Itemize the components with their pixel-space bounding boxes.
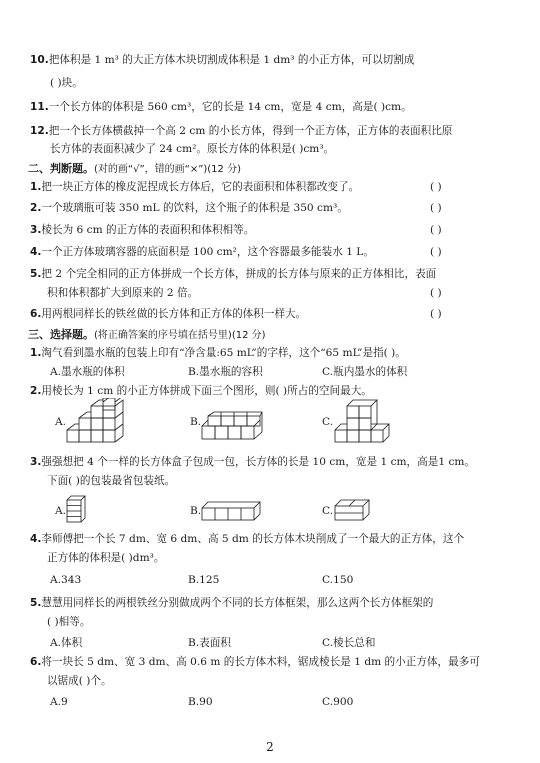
- question-12-cont: [50, 143, 334, 156]
- cube-figure-a: [65, 398, 127, 446]
- page-number: 2: [266, 740, 274, 754]
- judge-item-2: [30, 202, 348, 215]
- option-a[interactable]: A.9: [50, 696, 68, 708]
- option-b[interactable]: B.表面积: [188, 637, 231, 649]
- question-number: 3.: [30, 456, 42, 468]
- section-2-heading: [28, 162, 241, 176]
- question-number: 1.: [30, 347, 42, 359]
- answer-paren[interactable]: ( ): [430, 181, 442, 193]
- option-c[interactable]: C.900: [322, 696, 354, 708]
- question-text: 以锯成( )个。: [47, 675, 112, 687]
- option-b[interactable]: B.90: [188, 696, 213, 708]
- cube-figure-c: [333, 394, 395, 446]
- package-figure-b: [200, 500, 262, 522]
- option-b[interactable]: B.: [190, 416, 202, 428]
- choice-question-3: [30, 456, 475, 469]
- question-text: 李师傅把一个长 7 dm、宽 6 dm、高 5 dm 的长方体木块削成了一个最大的正方体，这个: [41, 533, 465, 545]
- question-number: 4.: [30, 246, 42, 258]
- option-c[interactable]: C.棱长总和: [322, 637, 376, 649]
- option-c[interactable]: C.: [322, 505, 334, 517]
- choice-question-5-cont: [47, 616, 90, 629]
- option-c[interactable]: C.瓶内墨水的体积: [322, 366, 408, 378]
- choice-question-4-cont: [47, 552, 164, 565]
- judge-item-1: [30, 181, 359, 194]
- question-number: 1.: [30, 181, 42, 193]
- package-figure-a: [65, 494, 87, 524]
- question-text: 正方体的体积是( )dm³。: [47, 552, 165, 564]
- question-text: 用两根同样长的铁丝做的长方体和正方体的体积一样大。: [41, 308, 307, 320]
- section-title: 二、判断题。: [28, 162, 94, 175]
- question-10: [30, 54, 414, 67]
- question-text: 强强想把 4 个一样的长方体盒子包成一包，长方体的长是 10 cm，宽是 1 cm，高是1 cm。: [41, 456, 476, 468]
- judge-item-5-cont: [47, 287, 198, 300]
- option-a[interactable]: A.体积: [50, 637, 83, 649]
- section-note: (对的画“√”，错的画“×”): [94, 164, 208, 175]
- choice-question-1: [30, 347, 406, 360]
- judge-item-3: [30, 224, 254, 237]
- question-text: 把一个长方体横截掉一个高 2 cm 的小长方体，得到一个正方体，正方体的表面积比原: [48, 125, 453, 137]
- question-number: 6.: [30, 656, 42, 668]
- section-points: (12 分): [207, 164, 241, 175]
- answer-paren[interactable]: ( ): [430, 224, 442, 236]
- section-points: (12 分): [231, 330, 266, 341]
- question-text: 下面( )的包装最省包装纸。: [47, 475, 176, 487]
- question-11: [30, 101, 412, 114]
- question-text: 用棱长为 1 cm 的小正方体拼成下面三个图形，则( )所占的空间最大。: [41, 385, 372, 397]
- question-text: 把体积是 1 m³ 的大正方体木块切割成体积是 1 dm³ 的小正方体，可以切割成: [48, 54, 415, 66]
- option-b[interactable]: B.125: [188, 574, 220, 586]
- question-number: 2.: [30, 202, 42, 214]
- question-number: 3.: [30, 224, 42, 236]
- question-text: 将一块长 5 dm、宽 3 dm、高 0.6 m 的长方体木料，锯成棱长是 1 dm 的小正方体，最多可: [41, 656, 480, 668]
- question-text: 一个长方体的体积是 560 cm³，它的长是 14 cm，宽是 4 cm，高是( )cm。: [48, 101, 412, 113]
- option-a[interactable]: A.: [55, 505, 67, 517]
- question-text: ( )相等。: [47, 616, 91, 628]
- question-10-cont: [50, 77, 83, 90]
- question-number: 2.: [30, 385, 42, 397]
- choice-question-3-cont: [47, 475, 175, 488]
- question-text: 把一块正方体的橡皮泥捏成长方体后，它的表面积和体积都改变了。: [41, 181, 360, 193]
- answer-paren[interactable]: ( ): [430, 202, 442, 214]
- option-c[interactable]: C.: [322, 416, 334, 428]
- question-number: 5.: [30, 268, 42, 280]
- section-3-heading: [28, 328, 266, 342]
- option-b[interactable]: B.: [190, 505, 202, 517]
- package-figure-c: [333, 498, 371, 522]
- question-number: 5.: [30, 597, 42, 609]
- question-text: 慧慧用同样长的两根铁丝分别做成两个不同的长方体框架，那么这两个长方体框架的: [41, 597, 434, 609]
- question-text: ( )块。: [50, 77, 83, 89]
- cube-figure-b: [200, 402, 268, 442]
- question-text: 积和体积都扩大到原来的 2 倍。: [47, 287, 199, 299]
- section-title: 三、选择题。: [28, 328, 94, 341]
- question-number: 6.: [30, 308, 42, 320]
- answer-paren[interactable]: ( ): [430, 308, 442, 320]
- question-number: 12.: [30, 125, 49, 137]
- question-text: 一个玻璃瓶可装 350 mL 的饮料，这个瓶子的体积是 350 cm³。: [41, 202, 348, 214]
- answer-paren[interactable]: ( ): [430, 246, 442, 258]
- option-c[interactable]: C.150: [322, 574, 354, 586]
- question-text: 长方体的表面积减少了 24 cm²。原长方体的体积是( )cm³。: [50, 143, 335, 155]
- choice-question-5: [30, 597, 433, 610]
- option-a[interactable]: A.: [55, 416, 67, 428]
- question-text: 一个正方体玻璃容器的底面积是 100 cm²，这个容器最多能装水 1 L。: [41, 246, 374, 258]
- option-a[interactable]: A.墨水瓶的体积: [50, 366, 125, 378]
- question-number: 11.: [30, 101, 49, 113]
- judge-item-6: [30, 308, 306, 321]
- question-number: 4.: [30, 533, 42, 545]
- question-text: 淘气看到墨水瓶的包装上印有“净含量:65 mL”的字样，这个“65 mL”是指( )。: [41, 347, 406, 359]
- question-12: [30, 125, 452, 138]
- section-note: (将正确答案的序号填在括号里): [94, 330, 232, 341]
- choice-question-2: [30, 385, 372, 398]
- question-text: 棱长为 6 cm 的正方体的表面积和体积相等。: [41, 224, 255, 236]
- answer-paren[interactable]: ( ): [430, 287, 442, 299]
- judge-item-4: [30, 246, 374, 259]
- choice-question-4: [30, 533, 464, 546]
- option-a[interactable]: A.343: [50, 574, 82, 586]
- judge-item-5: [30, 268, 436, 281]
- question-number: 10.: [30, 54, 49, 66]
- choice-question-6: [30, 656, 480, 669]
- option-b[interactable]: B.墨水瓶的容积: [188, 366, 263, 378]
- question-text: 把 2 个完全相同的正方体拼成一个长方体，拼成的长方体与原来的正方体相比，表面: [41, 268, 437, 280]
- choice-question-6-cont: [47, 675, 112, 688]
